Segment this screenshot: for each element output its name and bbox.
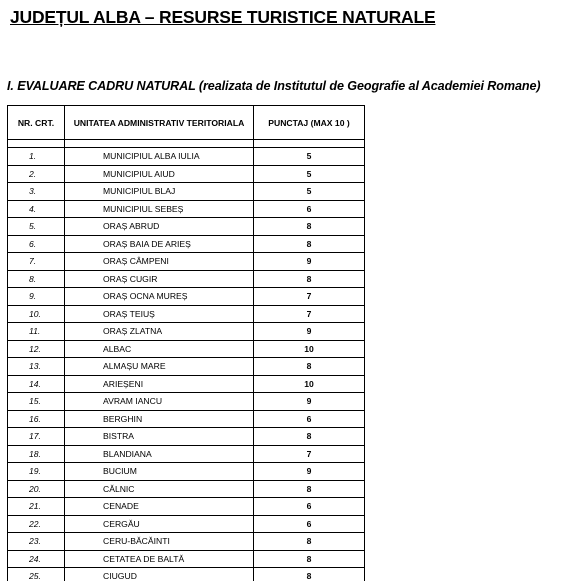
score-value: 10 [254, 375, 365, 393]
unit-name: ORAȘ TEIUȘ [65, 305, 254, 323]
row-number: 17. [8, 428, 65, 446]
header-nr-crt: NR. CRT. [8, 106, 65, 140]
row-number: 20. [8, 480, 65, 498]
spacer-cell [65, 140, 254, 148]
spacer-cell [254, 140, 365, 148]
section-title: I. EVALUARE CADRU NATURAL (realizata de Institutul de Geografie al Academiei Romane) [7, 79, 541, 93]
header-unitatea: UNITATEA ADMINISTRATIV TERITORIALA [65, 106, 254, 140]
score-value: 8 [254, 218, 365, 236]
table-spacer-row [8, 140, 365, 148]
unit-name: CERU-BĂCĂINTI [65, 533, 254, 551]
unit-name: MUNICIPIUL AIUD [65, 165, 254, 183]
table-row [8, 270, 365, 288]
score-value: 9 [254, 323, 365, 341]
table-header-row [8, 106, 365, 140]
row-number: 1. [8, 148, 65, 166]
table-row [8, 323, 365, 341]
unit-name: ALBAC [65, 340, 254, 358]
score-value: 6 [254, 498, 365, 516]
table-row [8, 200, 365, 218]
score-value: 8 [254, 568, 365, 581]
unit-name: BLANDIANA [65, 445, 254, 463]
score-value: 7 [254, 288, 365, 306]
unit-name: BISTRA [65, 428, 254, 446]
row-number: 8. [8, 270, 65, 288]
unit-name: BUCIUM [65, 463, 254, 481]
score-value: 9 [254, 393, 365, 411]
table-row [8, 393, 365, 411]
score-value: 8 [254, 533, 365, 551]
row-number: 7. [8, 253, 65, 271]
table-row [8, 218, 365, 236]
unit-name: MUNICIPIUL ALBA IULIA [65, 148, 254, 166]
score-value: 7 [254, 445, 365, 463]
table-row [8, 358, 365, 376]
row-number: 9. [8, 288, 65, 306]
unit-name: CETATEA DE BALTĂ [65, 550, 254, 568]
row-number: 16. [8, 410, 65, 428]
score-value: 5 [254, 165, 365, 183]
header-punctaj: PUNCTAJ (MAX 10 ) [254, 106, 365, 140]
row-number: 21. [8, 498, 65, 516]
table-row [8, 533, 365, 551]
score-value: 10 [254, 340, 365, 358]
score-value: 9 [254, 463, 365, 481]
row-number: 14. [8, 375, 65, 393]
row-number: 18. [8, 445, 65, 463]
document-title: JUDEȚUL ALBA – RESURSE TURISTICE NATURALE [10, 7, 436, 27]
unit-name: CĂLNIC [65, 480, 254, 498]
score-value: 6 [254, 200, 365, 218]
table-row [8, 253, 365, 271]
row-number: 15. [8, 393, 65, 411]
row-number: 2. [8, 165, 65, 183]
unit-name: ORAȘ OCNA MUREȘ [65, 288, 254, 306]
row-number: 10. [8, 305, 65, 323]
score-value: 7 [254, 305, 365, 323]
table-row [8, 445, 365, 463]
table-row [8, 288, 365, 306]
table-row [8, 463, 365, 481]
table-row [8, 550, 365, 568]
score-value: 8 [254, 480, 365, 498]
unit-name: ALMAȘU MARE [65, 358, 254, 376]
row-number: 6. [8, 235, 65, 253]
table-row [8, 410, 365, 428]
row-number: 22. [8, 515, 65, 533]
unit-name: CENADE [65, 498, 254, 516]
row-number: 23. [8, 533, 65, 551]
table-row [8, 428, 365, 446]
row-number: 24. [8, 550, 65, 568]
unit-name: ORAȘ ABRUD [65, 218, 254, 236]
unit-name: MUNICIPIUL SEBEȘ [65, 200, 254, 218]
row-number: 12. [8, 340, 65, 358]
row-number: 3. [8, 183, 65, 201]
unit-name: ORAȘ CUGIR [65, 270, 254, 288]
table-row [8, 568, 365, 581]
unit-name: ORAȘ ZLATNA [65, 323, 254, 341]
evaluation-table [7, 105, 365, 581]
table-body [8, 140, 365, 581]
table-row [8, 480, 365, 498]
table-row [8, 235, 365, 253]
unit-name: ORAȘ BAIA DE ARIEȘ [65, 235, 254, 253]
row-number: 25. [8, 568, 65, 581]
row-number: 19. [8, 463, 65, 481]
unit-name: AVRAM IANCU [65, 393, 254, 411]
score-value: 9 [254, 253, 365, 271]
table-row [8, 375, 365, 393]
row-number: 5. [8, 218, 65, 236]
table-row [8, 340, 365, 358]
unit-name: ORAȘ CÂMPENI [65, 253, 254, 271]
score-value: 8 [254, 550, 365, 568]
score-value: 6 [254, 515, 365, 533]
unit-name: CERGĂU [65, 515, 254, 533]
score-value: 5 [254, 183, 365, 201]
score-value: 5 [254, 148, 365, 166]
row-number: 13. [8, 358, 65, 376]
spacer-cell [8, 140, 65, 148]
score-value: 6 [254, 410, 365, 428]
row-number: 4. [8, 200, 65, 218]
score-value: 8 [254, 428, 365, 446]
table-row [8, 305, 365, 323]
table-row [8, 148, 365, 166]
row-number: 11. [8, 323, 65, 341]
table-row [8, 165, 365, 183]
table-row [8, 498, 365, 516]
score-value: 8 [254, 270, 365, 288]
unit-name: BERGHIN [65, 410, 254, 428]
score-value: 8 [254, 358, 365, 376]
unit-name: ARIEȘENI [65, 375, 254, 393]
table-row [8, 183, 365, 201]
unit-name: MUNICIPIUL BLAJ [65, 183, 254, 201]
score-value: 8 [254, 235, 365, 253]
unit-name: CIUGUD [65, 568, 254, 581]
table-row [8, 515, 365, 533]
